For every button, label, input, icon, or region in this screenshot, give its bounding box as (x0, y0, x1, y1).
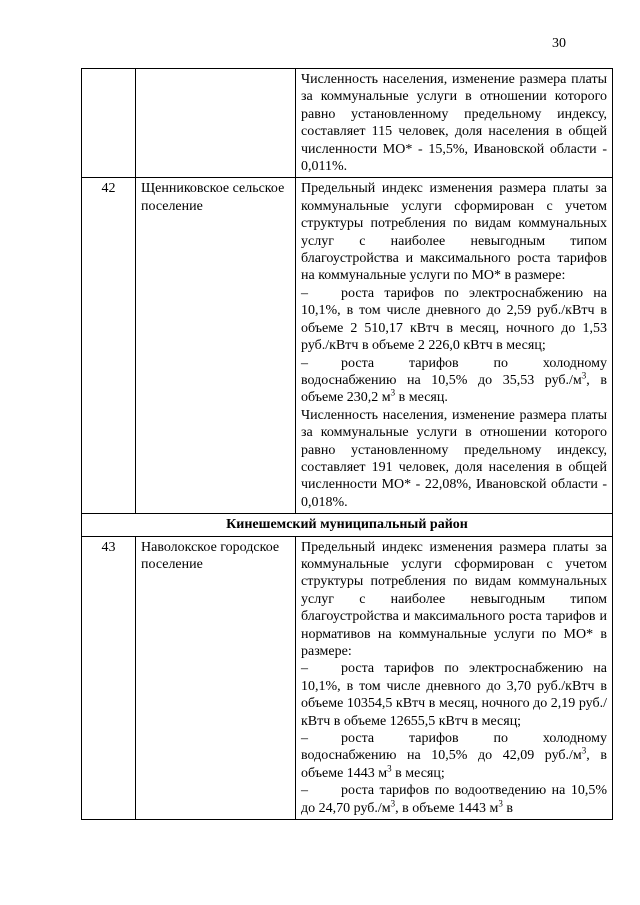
electricity-text: роста тарифов по электроснабжению на 10,1%, в том числе дневного до 3,70 руб./кВтч в объеме 10354,5 кВтч в месяц, ночного до 2,19 руб./кВтч в объеме 12655,5 кВтч в месяц; (301, 661, 607, 729)
description-cell (296, 536, 613, 820)
cold-water-text: роста тарифов по холодному водоснабжению на 10,5% до 42,09 руб./м (301, 731, 607, 764)
dash-marker: – (301, 661, 308, 677)
table-row (82, 69, 613, 178)
wastewater-item (301, 782, 607, 817)
electricity-text: роста тарифов по электроснабжению на 10,1%, в том числе дневного до 2,59 руб./кВтч в объеме 2 510,17 кВтч в месяц, ночного до 1,53 руб./кВтч в объеме 2 226,0 кВтч в месяц; (301, 285, 607, 354)
population-paragraph: Численность населения, изменение размера платы за коммунальные услуги в отношении которого равно установленному предельному индексу, составляет 191 человек, доля населения в общей численности МО* - 22,08%, Ивановской области - 0,018%. (301, 407, 607, 510)
settlement-name-cell: Щенниковское сельское поселение (136, 178, 296, 514)
electricity-item (301, 660, 607, 730)
tariff-table (81, 68, 613, 820)
wastewater-period-text: в (502, 800, 514, 816)
cold-water-item (301, 355, 607, 407)
row-number-cell: 42 (82, 178, 136, 514)
dash-marker: – (301, 731, 308, 747)
cold-water-volume-text: , в объеме 230,2 м (301, 372, 607, 406)
row-number-cell: 43 (82, 536, 136, 820)
superscript: 3 (390, 387, 396, 398)
superscript: 3 (581, 370, 587, 381)
superscript: 3 (498, 798, 503, 808)
table-row (82, 536, 613, 820)
wastewater-text: роста тарифов по водоотведению на 10,5% до 24,70 руб./м (301, 783, 607, 816)
wastewater-volume-text: , в объеме 1443 м (395, 800, 499, 816)
settlement-name-cell: Наволокское городское поселение (136, 536, 296, 820)
description-cell (296, 69, 613, 178)
cold-water-item (301, 730, 607, 782)
superscript: 3 (581, 745, 587, 756)
index-intro-paragraph: Предельный индекс изменения размера платы за коммунальные услуги сформирован с учетом структуры потребления по видам коммунальных услуг с наиболее невыгодным типом благоустройства и максимального роста тарифов и нормативов на коммунальные услуги по МО* в размере: (301, 539, 607, 659)
cold-water-volume-text: , в объеме 1443 м (301, 748, 607, 781)
district-heading: Кинешемский муниципальный район (82, 514, 613, 536)
row-number-cell (82, 69, 136, 178)
electricity-item (301, 285, 607, 355)
description-cell (296, 178, 613, 514)
cold-water-text: роста тарифов по холодному водоснабжению на 10,5% до 35,53 руб./м (301, 355, 607, 388)
superscript: 3 (390, 798, 396, 808)
table-row (82, 514, 613, 536)
table-row (82, 178, 613, 514)
superscript: 3 (387, 763, 392, 774)
page-number: 30 (552, 36, 566, 51)
index-intro-paragraph: Предельный индекс изменения размера платы за коммунальные услуги сформирован с учетом структуры потребления по видам коммунальных услуг с наиболее невыгодным типом благоустройства и максимального роста тарифов на коммунальные услуги по МО* в размере: (301, 181, 607, 284)
settlement-name-cell (136, 69, 296, 178)
cold-water-period-text: в месяц. (395, 390, 448, 406)
cold-water-period-text: в месяц; (391, 765, 445, 781)
dash-marker: – (301, 355, 308, 371)
population-paragraph: Численность населения, изменение размера платы за коммунальные услуги в отношении которого равно установленному предельному индексу, составляет 115 человек, доля населения в общей численности МО* - 15,5%, Ивановской области - 0,011%. (301, 72, 607, 175)
dash-marker: – (301, 285, 308, 301)
dash-marker: – (301, 783, 308, 799)
